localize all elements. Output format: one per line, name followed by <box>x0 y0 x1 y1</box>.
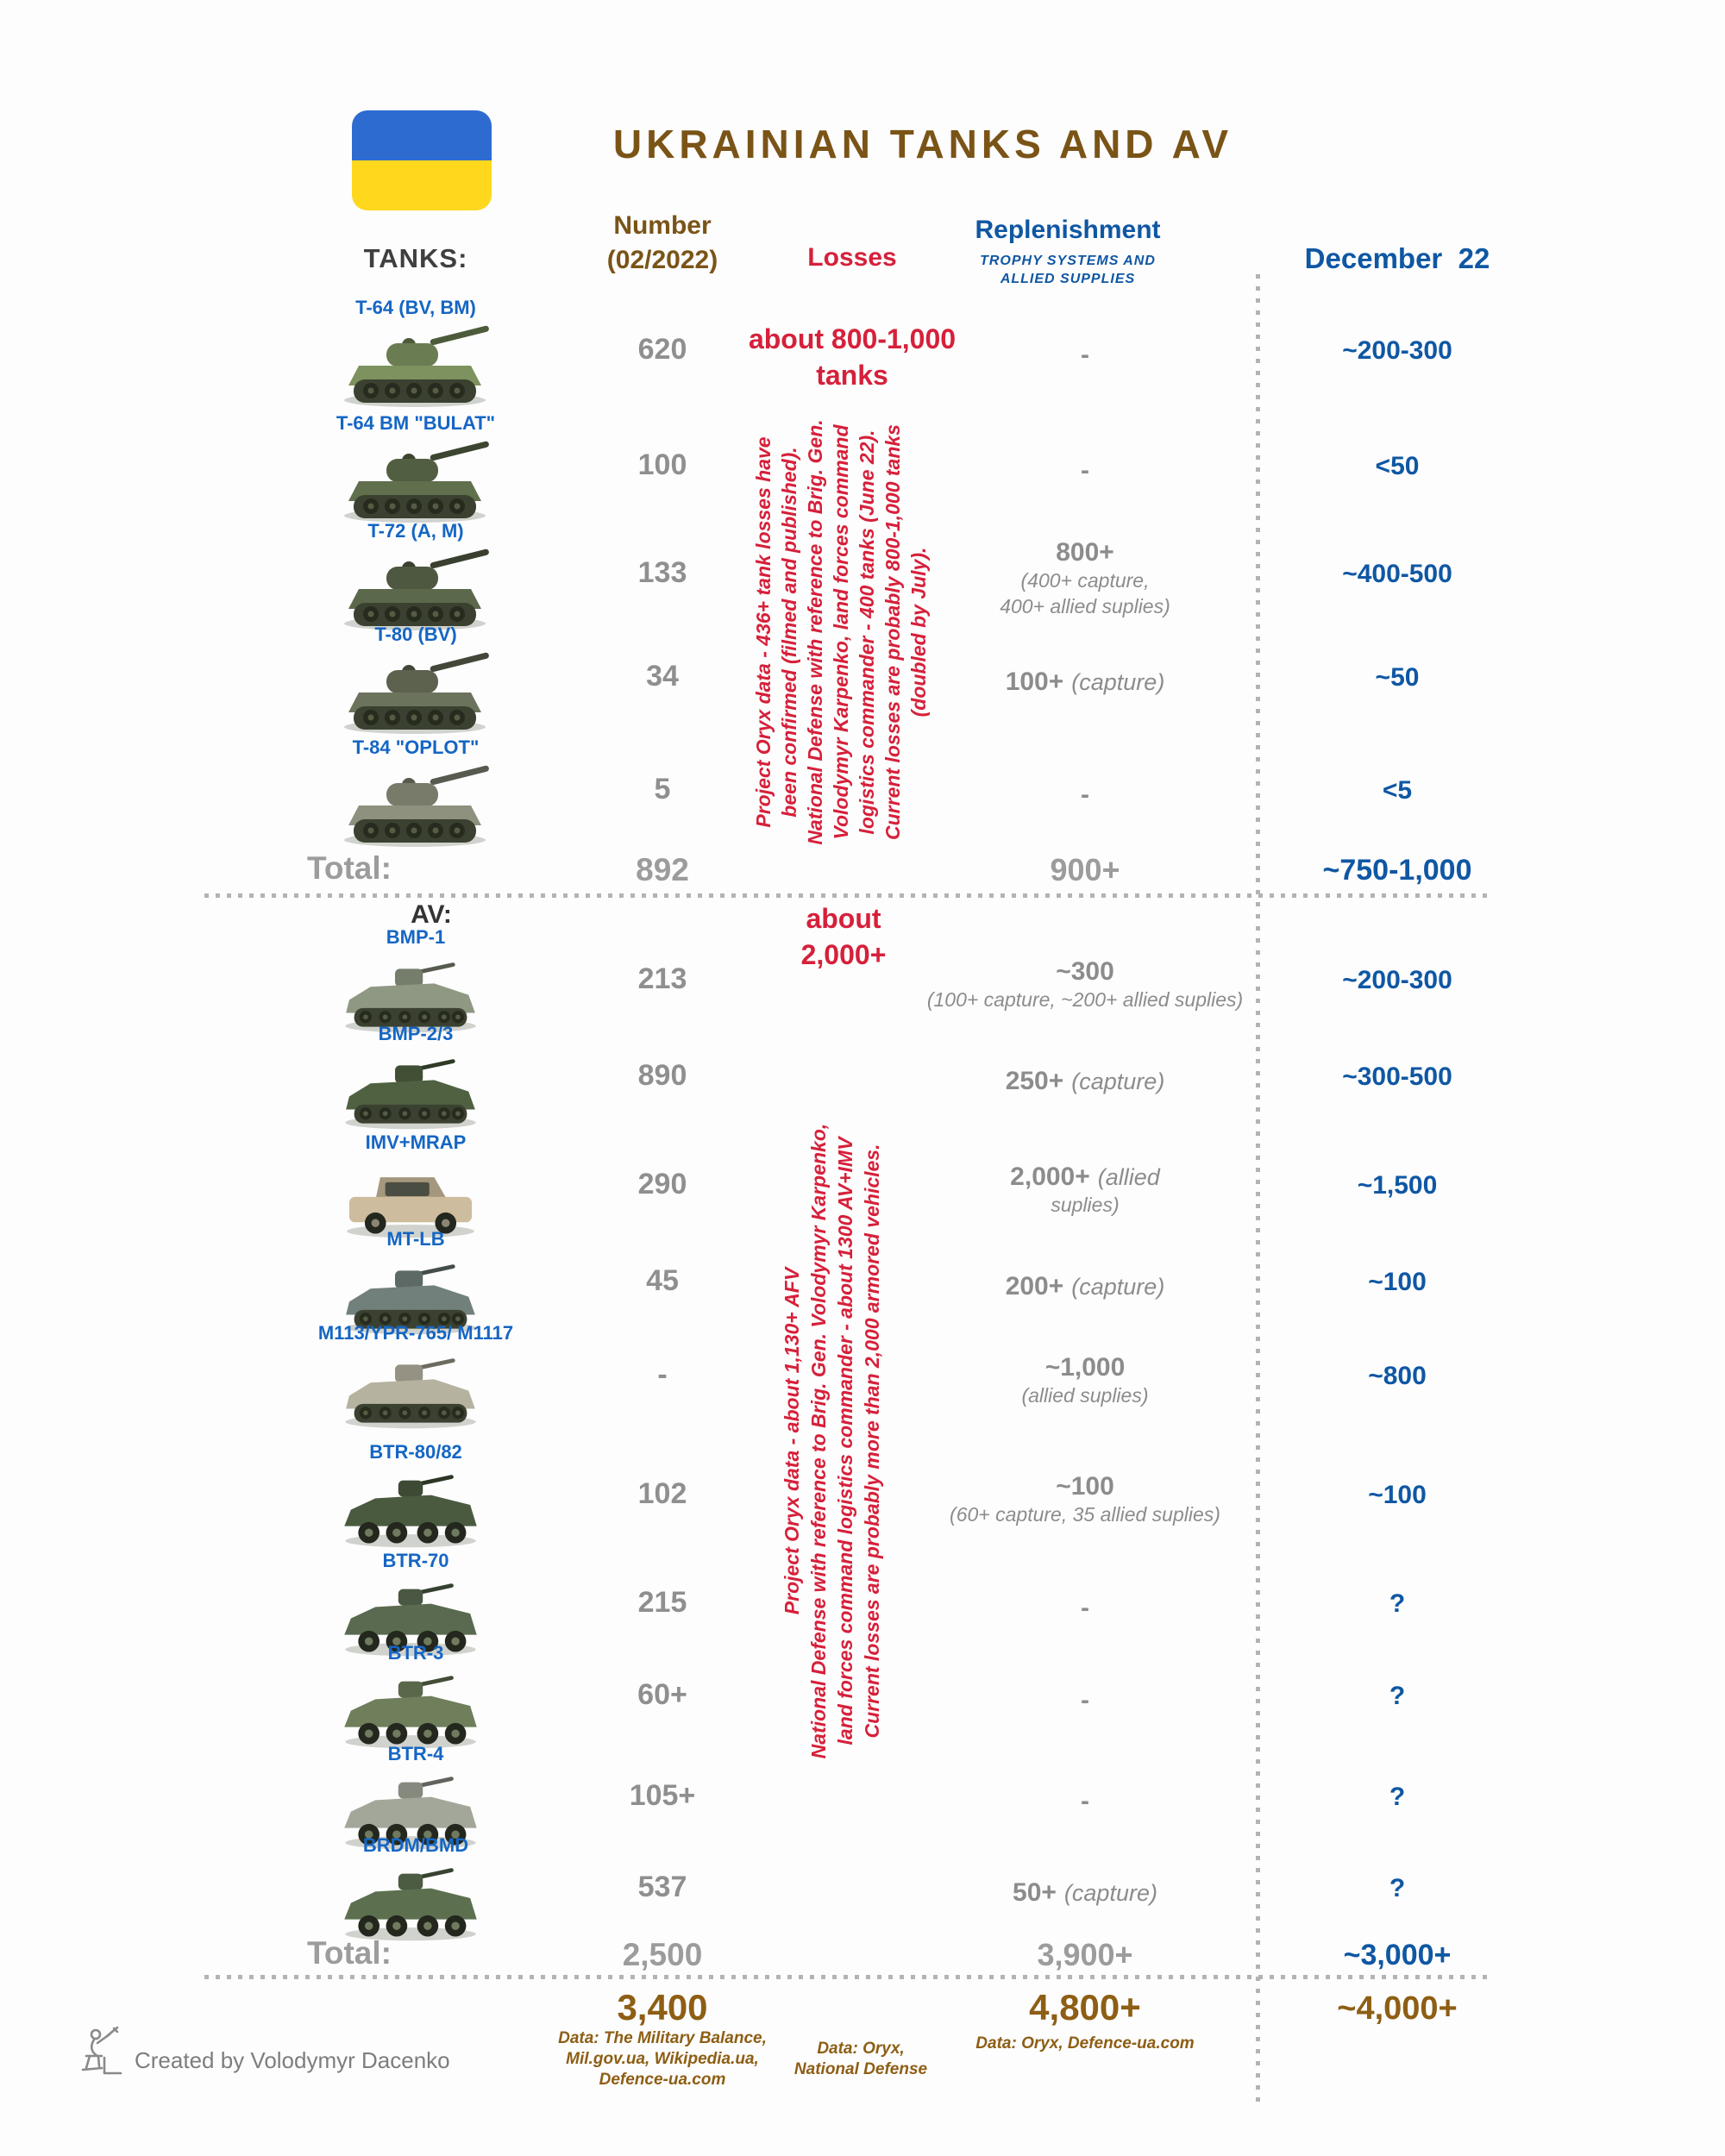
number-data-source-line: Data: The Military Balance, <box>558 2029 767 2047</box>
replenishment-cell <box>904 1653 1266 1748</box>
replenishment-cell <box>904 1754 1266 1849</box>
tanks-losses-note-line: Volodymyr Karpenko, land forces command <box>830 424 852 840</box>
number-value: 45 <box>646 1264 679 1297</box>
creator-credit: Created by Volodymyr Dacenko <box>135 2047 450 2073</box>
replenishment-value-line <box>904 1594 1266 1623</box>
replenishment-note-inline: (capture) <box>1063 1880 1157 1906</box>
grand-total-number: 3,400 <box>617 1987 708 2028</box>
tanks-total-december: ~750-1,000 <box>1322 854 1472 887</box>
tanks-losses-note-line: Project Oryx data - 436+ tank losses have <box>752 436 775 828</box>
replenishment-value: 50+ <box>1013 1878 1057 1907</box>
apc-wheeled-icon <box>333 1462 488 1552</box>
replenishment-note-line: (allied suplies) <box>1021 1384 1149 1407</box>
grand-total-december: ~4,000+ <box>1337 1990 1458 2027</box>
replenishment-value: - <box>1081 1594 1089 1622</box>
column-header-number-line2: (02/2022) <box>606 246 718 274</box>
replenishment-value-line <box>904 667 1266 697</box>
tank-icon <box>333 433 497 527</box>
vehicle-label-av-9: BRDM/BMD <box>362 1834 469 1856</box>
replenishment-value: - <box>1081 341 1089 369</box>
december-value: ~800 <box>1368 1362 1427 1390</box>
replenishment-note-inline: (capture) <box>1071 669 1165 695</box>
apc-wheeled-icon <box>333 1663 488 1753</box>
replenishment-value-line <box>904 1686 1266 1715</box>
ukraine-flag-icon <box>352 110 492 210</box>
december-value: ? <box>1389 1874 1406 1902</box>
december-value: ~100 <box>1368 1268 1427 1296</box>
number-value: 537 <box>637 1871 687 1903</box>
column-header-number-line1: Number <box>613 211 712 240</box>
replenishment-value: - <box>1081 780 1089 809</box>
replenishment-note-inline: (capture) <box>1071 1274 1165 1300</box>
number-data-source-line: Defence-ua.com <box>599 2071 726 2089</box>
december-value: ? <box>1389 1783 1406 1811</box>
number-value: 620 <box>637 333 687 366</box>
av-total-label: Total: <box>307 1935 392 1971</box>
apc-tracked-icon <box>333 1044 488 1134</box>
replenishment-cell <box>904 1452 1266 1547</box>
december-value: ~200-300 <box>1342 336 1452 365</box>
replenishment-value-line <box>904 1472 1266 1501</box>
replenishment-value: - <box>1081 1787 1089 1815</box>
vehicle-label-tanks-0: T-64 (BV, BM) <box>355 297 476 318</box>
replenishment-cell <box>904 748 1266 843</box>
tanks-total-label: Total: <box>307 850 392 886</box>
column-header-replenishment <box>930 216 1206 288</box>
replenishment-value-line <box>904 456 1266 486</box>
tanks-losses-headline-line: tanks <box>816 360 888 391</box>
av-losses-note-line: Current losses are probably more than 2,000 armored vehicles. <box>861 1144 883 1739</box>
av-losses-note-line: land forces command logistics commander - about 1300 AV+IMV <box>834 1137 856 1745</box>
grand-total-source: Data: Oryx, Defence-ua.com <box>975 2034 1195 2053</box>
replenishment-cell <box>904 531 1266 626</box>
december-value: <5 <box>1382 776 1413 805</box>
av-total-number: 2,500 <box>622 1937 703 1972</box>
grand-total-losses: 4,800+ <box>1029 1987 1141 2028</box>
number-value: 100 <box>637 448 687 481</box>
vehicle-label-tanks-2: T-72 (A, M) <box>367 520 464 542</box>
replenishment-value: ~100 <box>1056 1472 1114 1501</box>
apc-tracked-icon <box>333 1343 488 1433</box>
number-data-source-line: Mil.gov.ua, Wikipedia.ua, <box>566 2050 759 2068</box>
vehicle-label-av-2: IMV+MRAP <box>365 1131 467 1153</box>
vehicle-label-av-4: M113/YPR-765/ M1117 <box>317 1322 514 1344</box>
replenishment-value-line <box>904 780 1266 810</box>
vehicle-label-av-1: BMP-2/3 <box>378 1023 454 1044</box>
december-value: ~200-300 <box>1342 966 1452 994</box>
tank-icon <box>333 757 497 851</box>
creator-logo-icon <box>76 2025 129 2083</box>
december-value: ~400-500 <box>1342 560 1452 588</box>
replenishment-value-line <box>904 1353 1266 1382</box>
replenishment-value: - <box>1081 1686 1089 1714</box>
vehicle-label-av-6: BTR-70 <box>382 1550 449 1571</box>
replenishment-value-line <box>904 1272 1266 1301</box>
replenishment-value-line <box>904 1878 1266 1908</box>
vehicle-label-av-7: BTR-3 <box>387 1642 444 1664</box>
replenishment-value-line <box>904 341 1266 370</box>
number-value: 215 <box>637 1586 687 1619</box>
replenishment-value: 100+ <box>1005 667 1064 696</box>
vehicle-label-av-3: MT-LB <box>386 1228 445 1250</box>
column-header-december: December 22 <box>1304 242 1490 274</box>
replenishment-cell <box>904 1846 1266 1940</box>
vehicle-label-av-8: BTR-4 <box>387 1743 444 1764</box>
tanks-losses-note-line: Current losses are probably 800-1,000 tanks <box>881 424 904 840</box>
av-total-december: ~3,000+ <box>1343 1939 1452 1971</box>
replenishment-note-line: (400+ capture, <box>1020 569 1150 592</box>
tanks-total-replenishment: 900+ <box>1050 852 1120 887</box>
losses-data-source-line: Data: Oryx, <box>817 2040 905 2058</box>
replenishment-note-line: (100+ capture, ~200+ allied suplies) <box>926 988 1244 1011</box>
replenishment-cell <box>904 1034 1266 1129</box>
replenishment-cell <box>904 423 1266 518</box>
replenishment-note-line: suplies) <box>1051 1194 1120 1216</box>
december-value: ~50 <box>1375 663 1420 692</box>
tanks-losses-note-line: been confirmed (filmed and published). <box>778 447 800 818</box>
av-losses-headline-line: about <box>806 903 881 934</box>
av-total-replenishment: 3,900+ <box>1037 1937 1133 1972</box>
replenishment-cell <box>904 1143 1266 1238</box>
column-header-losses: Losses <box>807 243 897 272</box>
replenishment-cell <box>904 1333 1266 1428</box>
replenishment-value: ~300 <box>1056 957 1114 986</box>
replenishment-value-line <box>904 1163 1266 1192</box>
number-value: 60+ <box>637 1678 687 1711</box>
av-losses-note-line: National Defense with reference to Brig. Gen. Volodymyr Karpenko, <box>807 1123 830 1759</box>
tanks-total-number: 892 <box>636 852 689 887</box>
replenishment-cell <box>904 635 1266 730</box>
number-value: 133 <box>637 556 687 589</box>
december-value: <50 <box>1375 452 1420 480</box>
vehicle-label-tanks-4: T-84 "OPLOT" <box>352 736 480 758</box>
number-value: 290 <box>637 1168 687 1200</box>
replenishment-cell <box>904 1239 1266 1334</box>
vehicle-label-av-5: BTR-80/82 <box>369 1441 462 1463</box>
number-value: 105+ <box>629 1779 696 1812</box>
replenishment-value: 200+ <box>1005 1272 1064 1300</box>
losses-data-source <box>740 2039 982 2080</box>
divider-av-total-dotted <box>204 1975 1490 1979</box>
december-value: ? <box>1389 1682 1406 1710</box>
av-losses-headline-line: 2,000+ <box>800 939 887 970</box>
number-value: 890 <box>637 1059 687 1092</box>
tanks-losses-note-line: logistics commander - 400 tanks (June 22). <box>856 429 878 835</box>
vehicle-label-tanks-3: T-80 (BV) <box>374 624 457 645</box>
divider-tanks-total-dotted <box>204 893 1490 898</box>
vehicle-label-tanks-1: T-64 BM "BULAT" <box>336 412 496 434</box>
december-value: ~300-500 <box>1342 1062 1452 1091</box>
tanks-losses-note-line: (doubled by July). <box>907 547 930 718</box>
replenishment-title: Replenishment <box>975 216 1161 244</box>
replenishment-note-inline: (capture) <box>1071 1069 1165 1094</box>
replenishment-value-line <box>904 1787 1266 1816</box>
tank-icon <box>333 317 497 411</box>
replenishment-value-line <box>904 957 1266 987</box>
number-value: 102 <box>637 1477 687 1510</box>
section-label-av: AV: <box>411 900 452 929</box>
replenishment-cell <box>904 308 1266 403</box>
december-value: ~100 <box>1368 1481 1427 1509</box>
replenishment-value: 2,000+ <box>1010 1163 1090 1191</box>
column-header-tanks: TANKS: <box>363 243 468 273</box>
av-losses-note-line: Project Oryx data - about 1,130+ AFV <box>781 1267 803 1615</box>
replenishment-value-line <box>904 1067 1266 1096</box>
december-value: ~1,500 <box>1357 1171 1438 1200</box>
page-title: UKRAINIAN TANKS AND AV <box>612 122 1233 166</box>
tanks-losses-headline-line: about 800-1,000 <box>748 323 957 354</box>
number-value: - <box>657 1358 668 1391</box>
replenishment-value: - <box>1081 456 1089 485</box>
replenishment-cell <box>904 1561 1266 1656</box>
number-value: 34 <box>646 660 679 693</box>
replenishment-value: 250+ <box>1005 1067 1064 1095</box>
vehicle-label-av-0: BMP-1 <box>386 926 446 948</box>
replenishment-note-line: (60+ capture, 35 allied suplies) <box>950 1503 1220 1526</box>
replenishment-value-line <box>904 538 1266 567</box>
replenishment-note-line: 400+ allied suplies) <box>1000 595 1170 617</box>
apc-wheeled-icon <box>333 1855 488 1946</box>
tanks-losses-note-line: National Defense with reference to Brig. Gen. <box>804 419 826 845</box>
replenishment-subtitle: TROPHY SYSTEMS AND ALLIED SUPPLIES <box>980 254 1156 286</box>
replenishment-note-inline: (allied <box>1097 1164 1160 1190</box>
tank-icon <box>333 644 497 738</box>
number-value: 213 <box>637 962 687 995</box>
number-value: 5 <box>654 773 671 805</box>
av-losses-note <box>776 1113 888 1769</box>
losses-data-source-line: National Defense <box>794 2060 928 2078</box>
december-value: ? <box>1389 1589 1406 1618</box>
tank-icon <box>333 541 497 635</box>
replenishment-value: 800+ <box>1056 538 1114 567</box>
replenishment-value: ~1,000 <box>1044 1353 1126 1382</box>
replenishment-cell <box>904 937 1266 1032</box>
